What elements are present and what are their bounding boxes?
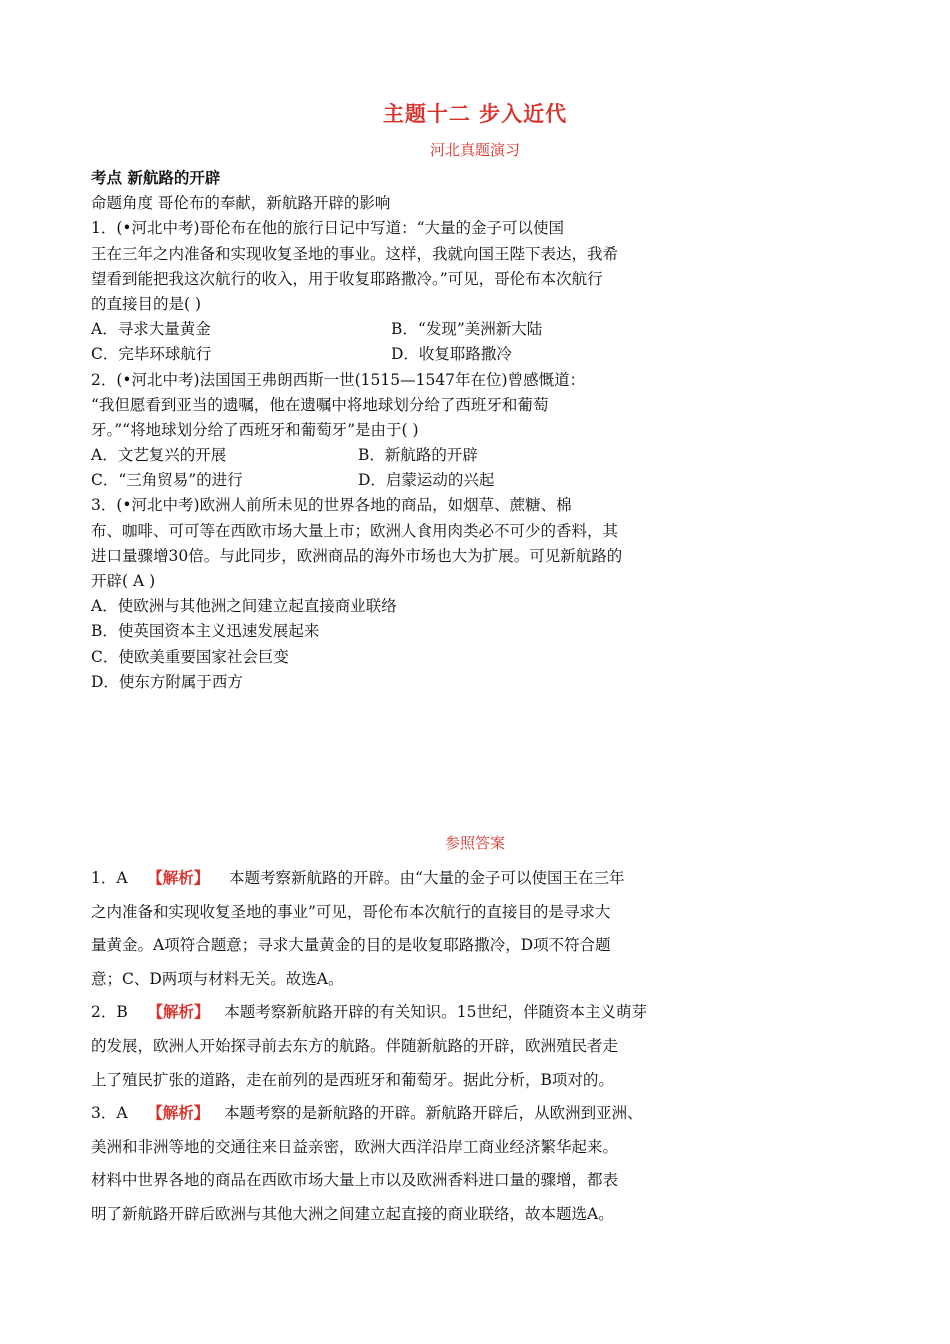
analysis-tag: 【解析】 xyxy=(147,1104,210,1123)
question-line: 2．(•河北中考)法国国王弗朗西斯一世(1515—1547年在位)曾感慨道： xyxy=(91,370,586,389)
option-a: A．使欧洲与其他洲之间建立起直接商业联络 xyxy=(91,597,397,616)
question-line: 1．(•河北中考)哥伦布在他的旅行日记中写道：“大量的金子可以使国 xyxy=(91,219,565,238)
question-line: 王在三年之内准备和实现收复圣地的事业。这样，我就向国王陛下表达，我希 xyxy=(91,244,619,263)
answers-section xyxy=(91,862,691,1232)
option-c: C．完毕环球航行 xyxy=(91,345,212,364)
answer-text: 本题考察新航路开辟的有关知识。15世纪，伴随资本主义萌芽 xyxy=(224,1003,648,1022)
answer-label: 2．B xyxy=(91,1003,128,1022)
option-b: B．新航路的开辟 xyxy=(358,446,478,465)
answer-label: 1．A xyxy=(91,869,128,887)
answer-line: 量黄金。A项符合题意；寻求大量黄金的目的是收复耶路撒冷，D项不符合题 xyxy=(91,936,611,955)
answer-text: 本题考察的是新航路的开辟。新航路开辟后，从欧洲到亚洲、 xyxy=(224,1104,643,1123)
answer-3 xyxy=(91,1097,691,1231)
question-3 xyxy=(91,493,691,695)
question-line: 牙。”“将地球划分给了西班牙和葡萄牙”是由于( ) xyxy=(91,420,419,439)
question-2 xyxy=(91,368,691,494)
answer-line: 材料中世界各地的商品在西欧市场大量上市以及欧洲香料进口量的骤增，都表 xyxy=(91,1171,619,1190)
option-d: D．收复耶路撒冷 xyxy=(391,345,512,364)
option-row xyxy=(91,342,691,367)
answer-first-line xyxy=(91,1097,691,1131)
question-line: 开辟( A ) xyxy=(91,572,156,590)
question-line: 进口量骤增30倍。与此同步，欧洲商品的海外市场也大为扩展。可见新航路的 xyxy=(91,546,623,565)
option-d: D．启蒙运动的兴起 xyxy=(358,471,495,490)
page-subtitle: 河北真题演习 xyxy=(429,141,520,159)
option-row xyxy=(91,468,691,493)
question-line: 布、咖啡、可可等在西欧市场大量上市；欧洲人食用肉类必不可少的香料，其 xyxy=(91,521,619,540)
option-c: C．“三角贸易”的进行 xyxy=(91,471,243,490)
option-b: B．“发现”美洲新大陆 xyxy=(391,320,543,339)
answer-label: 3．A xyxy=(91,1104,128,1123)
answer-line: 的发展，欧洲人开始探寻前去东方的航路。伴随新航路的开辟，欧洲殖民者走 xyxy=(91,1036,619,1055)
answer-line: 明了新航路开辟后欧洲与其他大洲之间建立起直接的商业联络，故本题选A。 xyxy=(91,1204,614,1223)
answer-line: 意；C、D两项与材料无关。故选A。 xyxy=(91,969,344,988)
answer-first-line xyxy=(91,996,691,1030)
answer-line: 美洲和非洲等地的交通往来日益亲密，欧洲大西洋沿岸工商业经济繁华起来。 xyxy=(91,1137,619,1156)
analysis-tag: 【解析】 xyxy=(147,869,210,887)
answer-line: 上了殖民扩张的道路，走在前列的是西班牙和葡萄牙。据此分析，B项对的。 xyxy=(91,1070,614,1089)
answer-line: 之内准备和实现收复圣地的事业”可见，哥伦布本次航行的直接目的是寻求大 xyxy=(91,902,611,921)
answer-first-line xyxy=(91,862,691,896)
analysis-tag: 【解析】 xyxy=(147,1003,210,1022)
answer-2 xyxy=(91,996,691,1097)
question-line: 3．(•河北中考)欧洲人前所未见的世界各地的商品，如烟草、蔗糖、棉 xyxy=(91,496,572,515)
question-line: 望看到能把我这次航行的收入，用于收复耶路撒冷。”可见，哥伦布本次航行 xyxy=(91,269,603,288)
question-line: “我但愿看到亚当的遗嘱，他在遗嘱中将地球划分给了西班牙和葡萄 xyxy=(91,395,549,414)
option-c: C．使欧美重要国家社会巨变 xyxy=(91,647,289,666)
option-d: D．使东方附属于西方 xyxy=(91,672,243,691)
answer-text: 本题考察新航路的开辟。由“大量的金子可以使国王在三年 xyxy=(229,869,625,887)
page-title: 主题十二 步入近代 xyxy=(382,102,568,126)
section-angle: 命题角度 哥伦布的奉献，新航路开辟的影响 xyxy=(91,194,391,213)
section-heading: 考点 新航路的开辟 xyxy=(91,169,221,187)
question-line: 的直接目的是( ) xyxy=(91,294,202,313)
option-a: A．寻求大量黄金 xyxy=(91,320,211,339)
answers-heading: 参照答案 xyxy=(444,834,505,852)
option-b: B．使英国资本主义迅速发展起来 xyxy=(91,622,320,641)
question-1 xyxy=(91,216,691,367)
questions-section xyxy=(91,166,691,695)
option-a: A．文艺复兴的开展 xyxy=(91,446,227,465)
option-row xyxy=(91,317,691,342)
option-row xyxy=(91,443,691,468)
answer-1 xyxy=(91,862,691,996)
